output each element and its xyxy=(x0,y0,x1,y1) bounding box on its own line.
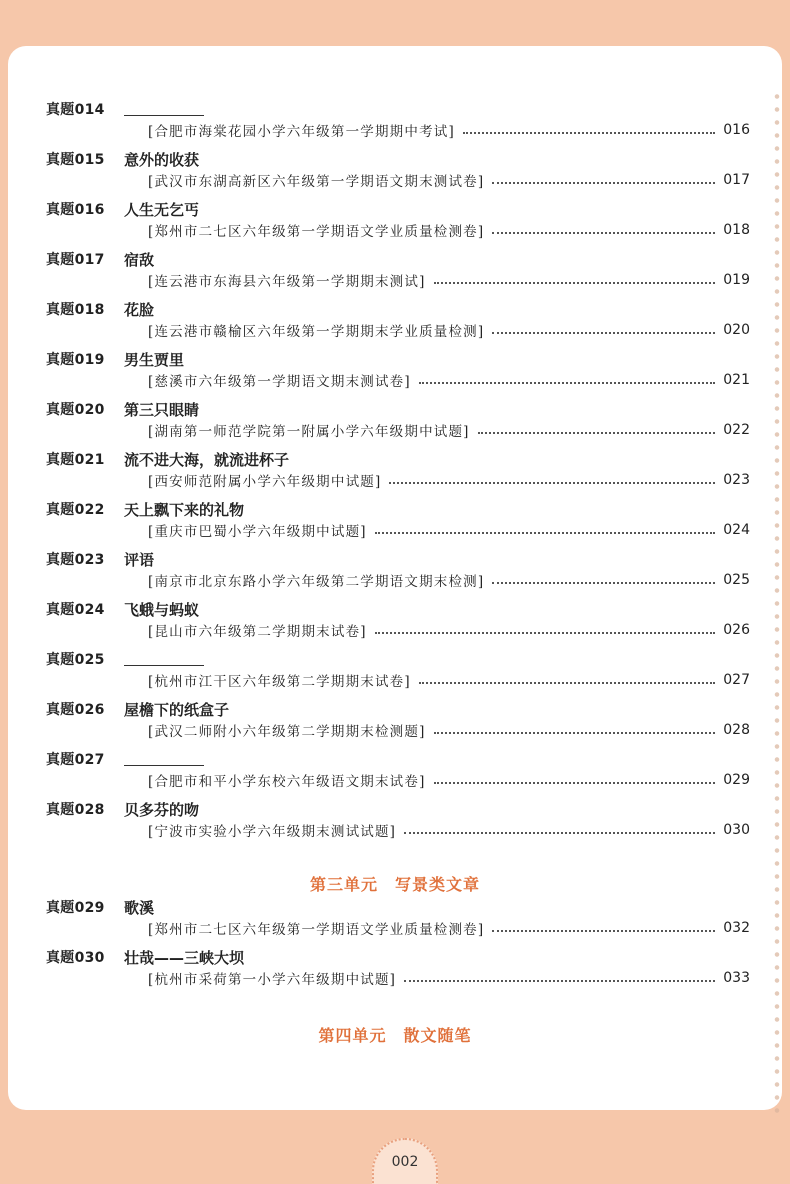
section-heading-unit-4: 第四单元 散文随笔 xyxy=(318,1026,472,1045)
toc-entry[interactable] xyxy=(0,349,790,399)
dot-leader xyxy=(478,432,716,434)
entry-number: 真题028 xyxy=(46,802,105,818)
entry-number: 真题023 xyxy=(46,552,105,568)
entry-source-line xyxy=(148,320,750,340)
toc-entry[interactable] xyxy=(0,649,790,699)
entry-title: 屋檐下的纸盒子 xyxy=(124,701,230,719)
entry-source: [湖南第一师范学院第一附属小学六年级期中试题] xyxy=(148,424,470,440)
dot-leader xyxy=(492,332,715,334)
dot-leader xyxy=(434,782,716,784)
entry-source: [重庆市巴蜀小学六年级期中试题] xyxy=(148,524,367,540)
toc-entry[interactable] xyxy=(0,249,790,299)
entry-source-line xyxy=(148,370,750,390)
entry-page: 033 xyxy=(723,970,750,986)
entry-source: [慈溪市六年级第一学期语文期末测试卷] xyxy=(148,374,411,390)
entry-source: [合肥市海棠花园小学六年级第一学期期中考试] xyxy=(148,124,455,140)
toc-entry[interactable] xyxy=(0,149,790,199)
entry-source: [连云港市东海县六年级第一学期期末测试] xyxy=(148,274,426,290)
entry-page: 020 xyxy=(723,322,750,338)
toc-entry[interactable] xyxy=(0,199,790,249)
entry-source: [宁波市实验小学六年级期末测试试题] xyxy=(148,824,397,840)
entry-number: 真题024 xyxy=(46,602,105,618)
entry-number: 真题019 xyxy=(46,352,105,368)
dot-leader xyxy=(404,980,715,982)
entry-title: 壮哉——三峡大坝 xyxy=(124,949,245,967)
entry-page: 032 xyxy=(723,920,750,936)
toc-entry[interactable] xyxy=(0,699,790,749)
entry-title-blank xyxy=(124,105,204,116)
entry-source: [连云港市赣榆区六年级第一学期期末学业质量检测] xyxy=(148,324,485,340)
entry-title: 评语 xyxy=(124,551,155,569)
entry-source-line xyxy=(148,470,750,490)
page-number-tab xyxy=(372,1138,438,1184)
entry-title: 花脸 xyxy=(124,301,155,319)
entry-source: [南京市北京东路小学六年级第二学期语文期末检测] xyxy=(148,574,485,590)
entry-source-line xyxy=(148,220,750,240)
dot-leader xyxy=(492,930,715,932)
entry-number: 真题016 xyxy=(46,202,105,218)
entry-title: 意外的收获 xyxy=(124,151,200,169)
entry-page: 017 xyxy=(723,172,750,188)
toc-entry[interactable] xyxy=(0,499,790,549)
entry-source-line xyxy=(148,570,750,590)
entry-number: 真题015 xyxy=(46,152,105,168)
entry-source-line xyxy=(148,270,750,290)
entry-number: 真题025 xyxy=(46,652,105,668)
entry-source-line xyxy=(148,918,750,938)
dot-leader xyxy=(492,182,715,184)
entry-source: [郑州市二七区六年级第一学期语文学业质量检测卷] xyxy=(148,922,485,938)
entry-source-line xyxy=(148,420,750,440)
entry-title: 人生无乞丐 xyxy=(124,201,200,219)
entry-source: [西安师范附属小学六年级期中试题] xyxy=(148,474,382,490)
dot-leader xyxy=(375,632,716,634)
entry-source: [合肥市和平小学东校六年级语文期末试卷] xyxy=(148,774,426,790)
entry-source-line xyxy=(148,520,750,540)
dot-leader xyxy=(492,582,715,584)
entry-title: 贝多芬的吻 xyxy=(124,801,200,819)
entry-number: 真题021 xyxy=(46,452,105,468)
entry-source: [杭州市采荷第一小学六年级期中试题] xyxy=(148,972,397,988)
toc-entry[interactable] xyxy=(0,897,790,947)
entry-number: 真题017 xyxy=(46,252,105,268)
entry-title: 天上飘下来的礼物 xyxy=(124,501,245,519)
entry-page: 028 xyxy=(723,722,750,738)
dot-leader xyxy=(434,282,716,284)
entry-page: 024 xyxy=(723,522,750,538)
entry-source: [昆山市六年级第二学期期末试卷] xyxy=(148,624,367,640)
entry-number: 真题018 xyxy=(46,302,105,318)
entry-page: 021 xyxy=(723,372,750,388)
entry-page: 030 xyxy=(723,822,750,838)
toc-entry[interactable] xyxy=(0,99,790,149)
entry-title: 流不进大海，就流进杯子 xyxy=(124,451,290,469)
entry-number: 真题029 xyxy=(46,900,105,916)
toc-entry[interactable] xyxy=(0,399,790,449)
entry-page: 027 xyxy=(723,672,750,688)
dot-leader xyxy=(419,382,715,384)
entry-source-line xyxy=(148,770,750,790)
toc-entry[interactable] xyxy=(0,947,790,997)
entry-source-line xyxy=(148,620,750,640)
entry-page: 016 xyxy=(723,122,750,138)
entry-number: 真题020 xyxy=(46,402,105,418)
entry-number: 真题026 xyxy=(46,702,105,718)
toc-entry[interactable] xyxy=(0,599,790,649)
entry-source-line xyxy=(148,820,750,840)
entry-source: [杭州市江干区六年级第二学期期末试卷] xyxy=(148,674,411,690)
entry-title: 歌溪 xyxy=(124,899,155,917)
dot-leader xyxy=(492,232,715,234)
entry-number: 真题030 xyxy=(46,950,105,966)
entry-title: 第三只眼睛 xyxy=(124,401,200,419)
toc-entry[interactable] xyxy=(0,299,790,349)
toc-entry[interactable] xyxy=(0,549,790,599)
entry-number: 真题014 xyxy=(46,102,105,118)
entry-page: 025 xyxy=(723,572,750,588)
dot-leader xyxy=(389,482,715,484)
entry-title: 男生贾里 xyxy=(124,351,185,369)
entry-source-line xyxy=(148,968,750,988)
dot-leader xyxy=(434,732,716,734)
entry-title-blank xyxy=(124,655,204,666)
entry-number: 真题027 xyxy=(46,752,105,768)
entry-title: 飞蛾与蚂蚁 xyxy=(124,601,200,619)
entry-page: 022 xyxy=(723,422,750,438)
entry-page: 029 xyxy=(723,772,750,788)
toc-entry[interactable] xyxy=(0,799,790,849)
entry-page: 019 xyxy=(723,272,750,288)
entry-page: 018 xyxy=(723,222,750,238)
entry-title: 宿敌 xyxy=(124,251,155,269)
dot-leader xyxy=(375,532,716,534)
page-number: 002 xyxy=(391,1154,419,1170)
entry-title-blank xyxy=(124,755,204,766)
entry-source-line xyxy=(148,720,750,740)
dot-leader xyxy=(419,682,715,684)
entry-source-line xyxy=(148,670,750,690)
entry-page: 026 xyxy=(723,622,750,638)
toc-entry[interactable] xyxy=(0,749,790,799)
toc-entry[interactable] xyxy=(0,449,790,499)
entry-source-line xyxy=(148,120,750,140)
entry-source-line xyxy=(148,170,750,190)
dot-leader xyxy=(404,832,715,834)
dot-leader xyxy=(463,132,715,134)
entry-page: 023 xyxy=(723,472,750,488)
entry-source: [武汉二师附小六年级第二学期期末检测题] xyxy=(148,724,426,740)
entry-number: 真题022 xyxy=(46,502,105,518)
entry-source: [武汉市东湖高新区六年级第一学期语文期末测试卷] xyxy=(148,174,485,190)
section-heading-unit-3: 第三单元 写景类文章 xyxy=(309,875,480,894)
entry-source: [郑州市二七区六年级第一学期语文学业质量检测卷] xyxy=(148,224,485,240)
